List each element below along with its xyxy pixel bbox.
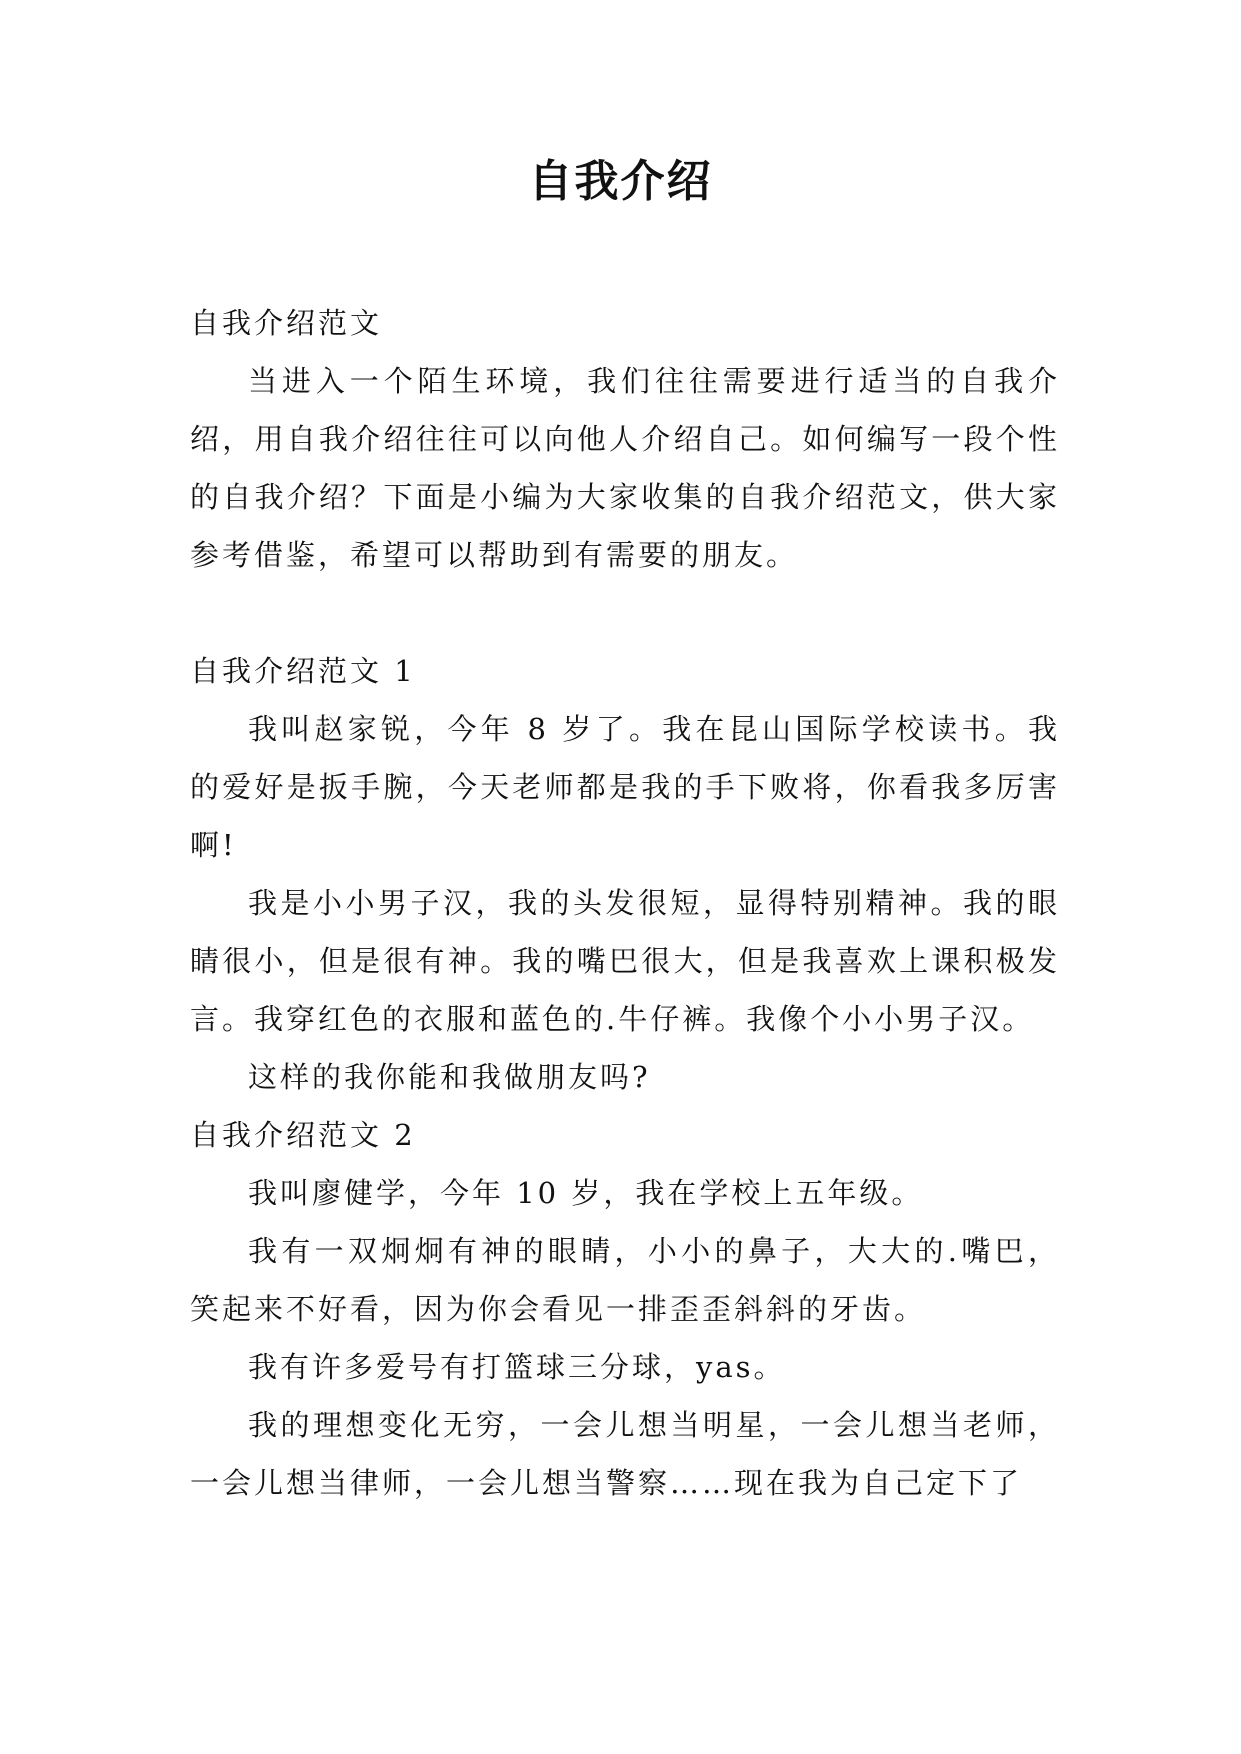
sample2-paragraph-4: 我的理想变化无穷，一会儿想当明星，一会儿想当老师，一会儿想当律师，一会儿想当警察……现在我为自己定下了: [190, 1408, 1060, 1500]
document-body: [190, 294, 1060, 1512]
sample2-paragraph-2: 我有一双炯炯有神的眼睛，小小的鼻子，大大的.嘴巴，笑起来不好看，因为你会看见一排歪歪斜斜的牙齿。: [190, 1234, 1060, 1326]
sample1-paragraph-3: 这样的我你能和我做朋友吗?: [248, 1060, 651, 1094]
sample2-paragraph-3: 我有许多爱号有打篮球三分球，yas。: [248, 1350, 786, 1384]
sample1-heading: 自我介绍范文 1: [190, 654, 416, 688]
sample1-paragraph-1: 我叫赵家锐，今年 8 岁了。我在昆山国际学校读书。我的爱好是扳手腕，今天老师都是我的手下败将，你看我多厉害啊!: [190, 712, 1060, 862]
section-spacer: [190, 584, 1060, 642]
sample2-heading: 自我介绍范文 2: [190, 1118, 416, 1152]
sample1-paragraph-2: 我是小小男子汉，我的头发很短，显得特别精神。我的眼睛很小，但是很有神。我的嘴巴很大，但是我喜欢上课积极发言。我穿红色的衣服和蓝色的.牛仔裤。我像个小小男子汉。: [190, 886, 1060, 1036]
document-title: 自我介绍: [528, 156, 713, 207]
intro-heading: 自我介绍范文: [190, 306, 383, 340]
sample2-paragraph-1: 我叫廖健学，今年 10 岁，我在学校上五年级。: [248, 1176, 924, 1210]
intro-paragraph: 当进入一个陌生环境，我们往往需要进行适当的自我介绍，用自我介绍往往可以向他人介绍自己。如何编写一段个性的自我介绍？下面是小编为大家收集的自我介绍范文，供大家参考借鉴，希望可以帮助到有需要的朋友。: [190, 364, 1060, 572]
